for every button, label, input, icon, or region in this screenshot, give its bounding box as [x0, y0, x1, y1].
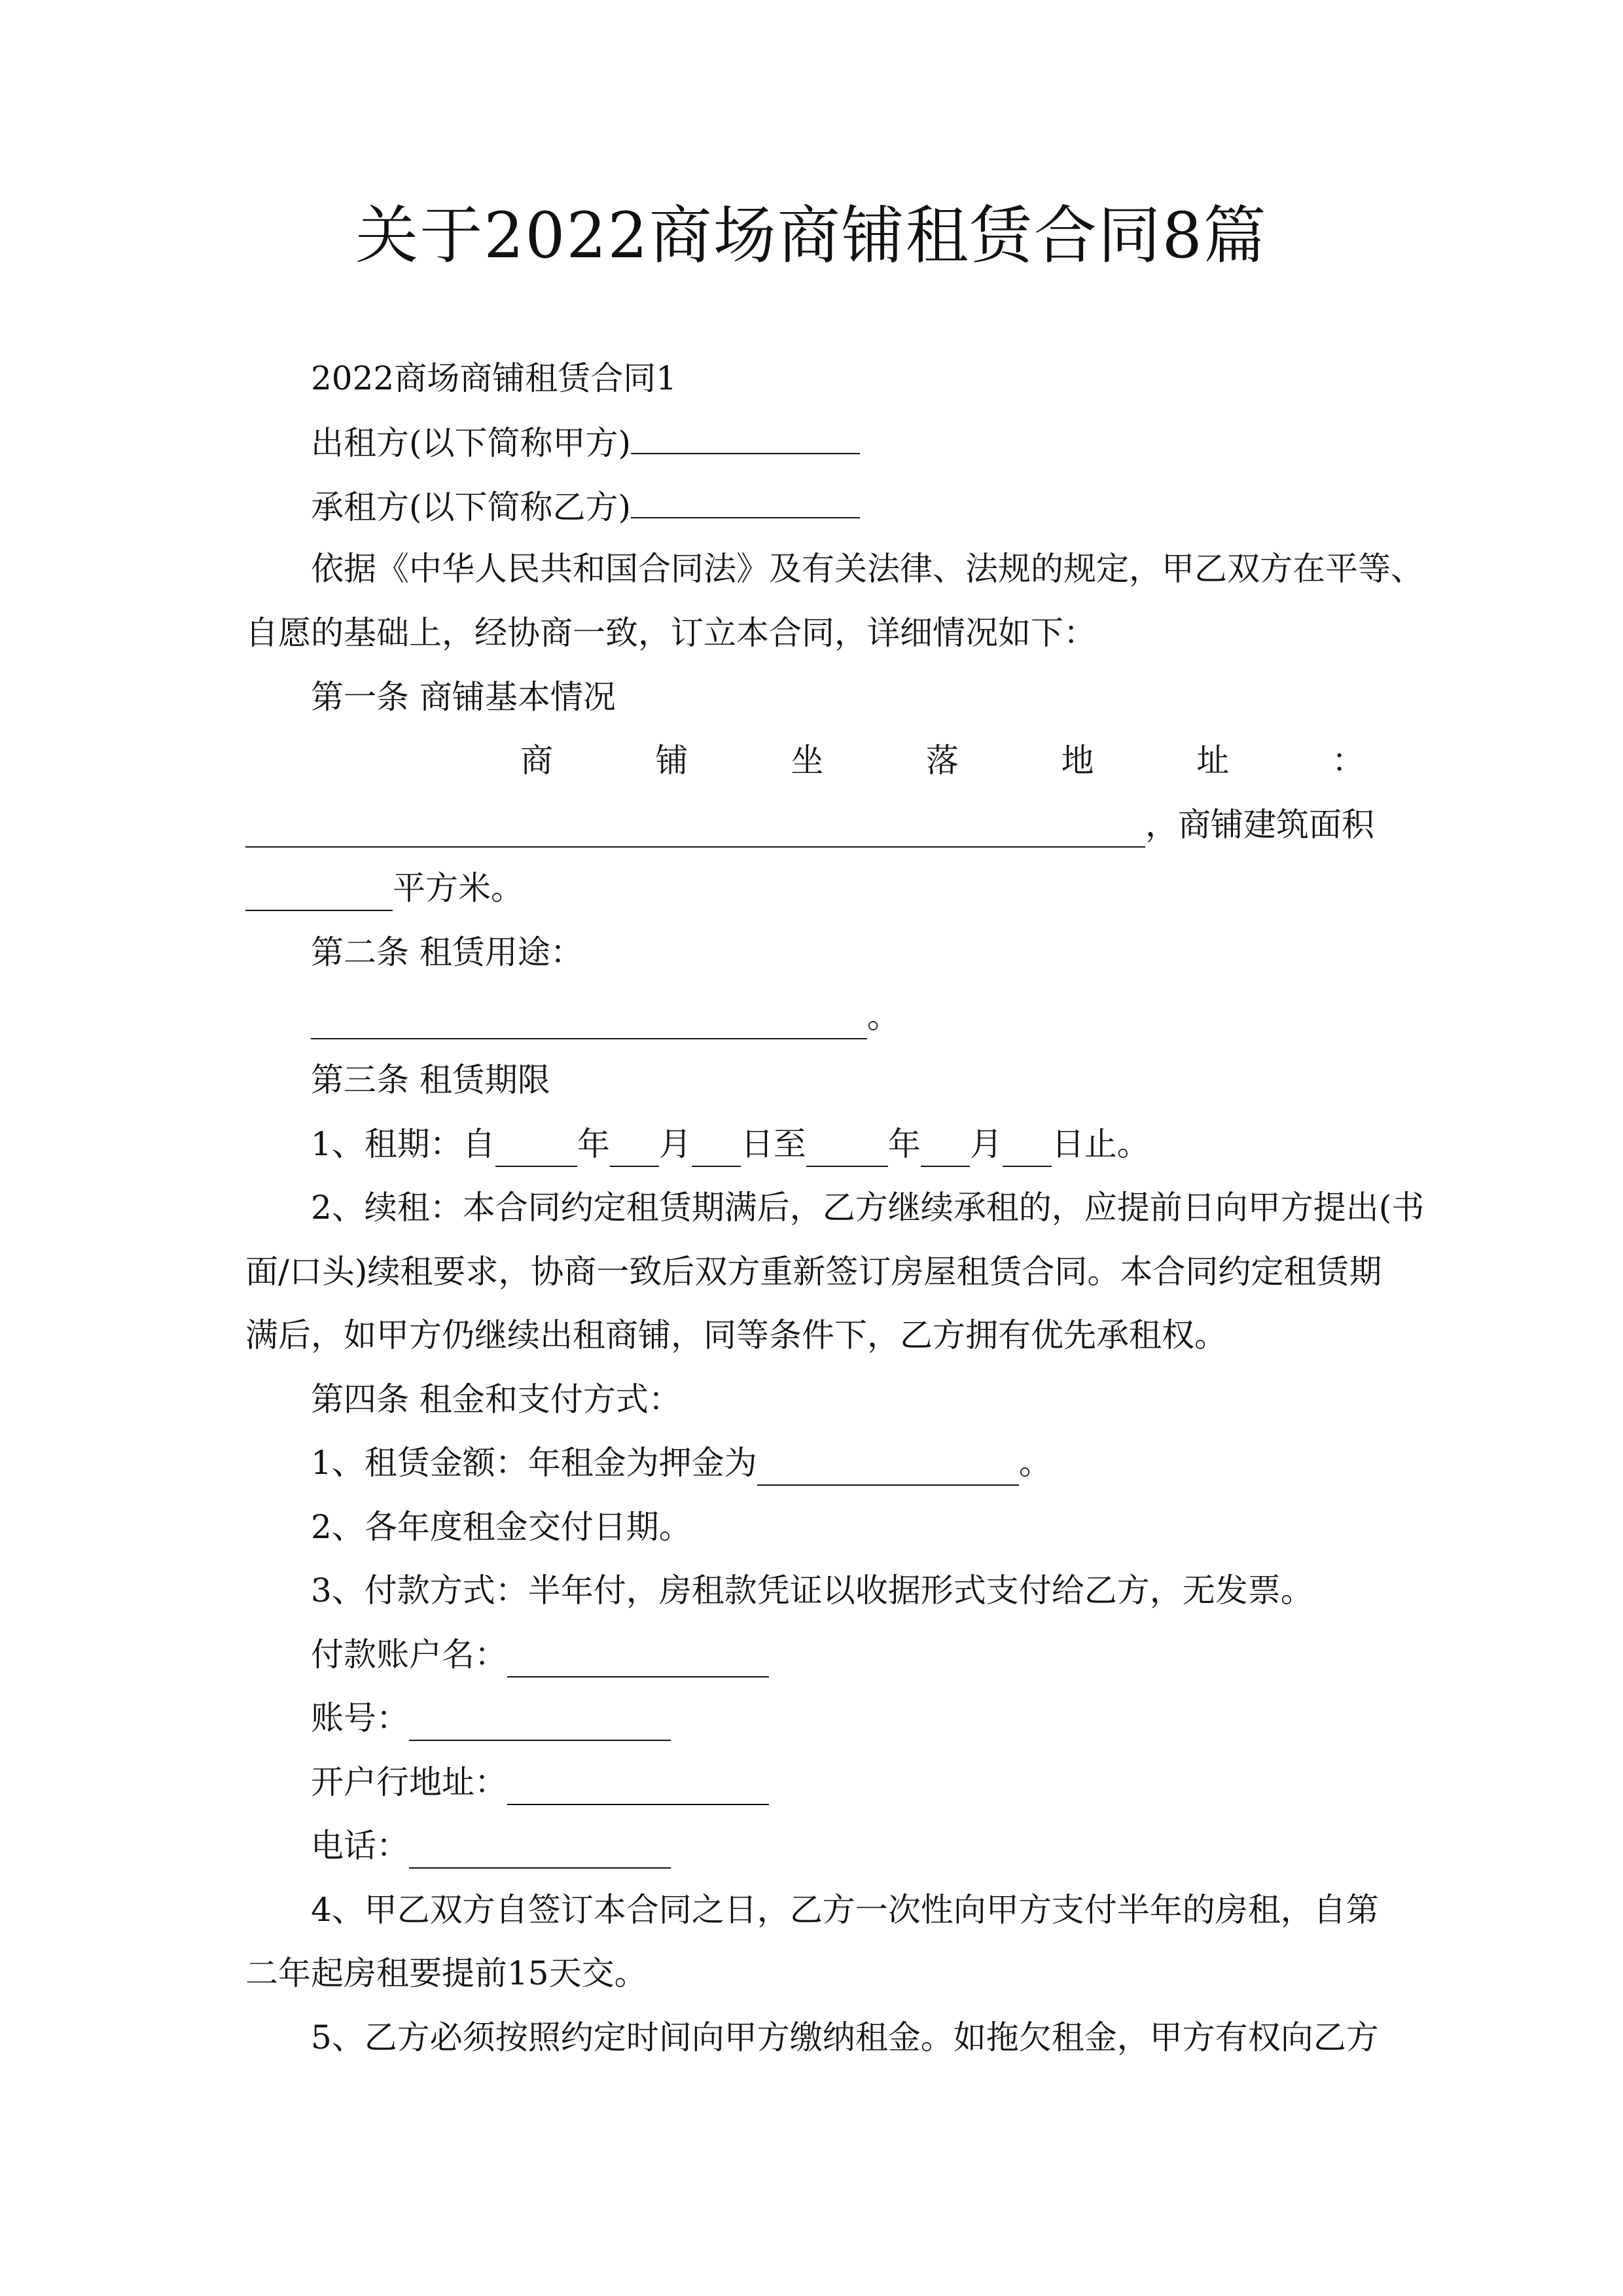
term-month-label: 月 [658, 1125, 692, 1163]
term-year-label: 年 [577, 1125, 610, 1163]
area-unit: 平方米。 [393, 869, 524, 907]
payment-method-line: 3、付款方式：半年付，房租款凭证以收据形式支付给乙方，无发票。 [311, 1571, 1313, 1609]
lessee-blank[interactable] [631, 483, 860, 518]
addr-char-7: ： [1331, 742, 1364, 780]
account-number-line [245, 1695, 1378, 1741]
area-line [245, 865, 1378, 911]
account-number-label: 账号： [311, 1699, 409, 1737]
addr-char-6: 址 [1196, 742, 1230, 780]
bank-address-blank[interactable] [507, 1770, 769, 1805]
term-label: 1、租期：自 [311, 1125, 495, 1163]
bank-address-line [245, 1759, 1378, 1805]
end-day-blank[interactable] [1003, 1132, 1052, 1167]
term-line [245, 1121, 1378, 1167]
rent-date-line: 2、各年度租金交付日期。 [311, 1508, 692, 1546]
contract-heading: 2022商场商铺租赁合同1 [311, 359, 677, 397]
area-label: ，商铺建筑面积 [1145, 806, 1374, 844]
usage-blank[interactable] [311, 1004, 867, 1039]
renewal-line-2: 面/口头)续租要求，协商一致后双方重新签订房屋租赁合同。本合同约定租赁期 [245, 1253, 1382, 1291]
intro-line-1: 依据《中华人民共和国合同法》及有关法律、法规的规定，甲乙双方在平等、 [311, 550, 1423, 588]
start-month-blank[interactable] [610, 1132, 659, 1167]
term-year-label-2: 年 [887, 1125, 921, 1163]
phone-label: 电话： [311, 1827, 409, 1865]
lessee-line [245, 483, 1378, 530]
account-name-label: 付款账户名： [311, 1636, 507, 1674]
lessor-line [245, 419, 1378, 466]
clause-5-line-1: 5、乙方必须按照约定时间向甲方缴纳租金。如拖欠租金，甲方有权向乙方 [311, 2018, 1379, 2056]
phone-blank[interactable] [409, 1833, 671, 1869]
renewal-line-1: 2、续租：本合同约定租赁期满后，乙方继续承租的，应提前日向甲方提出(书 [311, 1189, 1425, 1227]
rent-amount-period: 。 [1018, 1444, 1052, 1482]
account-name-line [245, 1632, 1378, 1677]
lessor-label: 出租方(以下简称甲方) [311, 424, 632, 462]
clause-4-line-2: 二年起房租要提前15天交。 [245, 1954, 647, 1992]
end-month-blank[interactable] [921, 1132, 970, 1167]
account-name-blank[interactable] [507, 1642, 769, 1677]
article-2-heading: 第二条 租赁用途： [311, 933, 583, 971]
addr-char-2: 铺 [655, 742, 688, 780]
addr-char-4: 落 [925, 742, 959, 780]
intro-line-2: 自愿的基础上，经协商一致，订立本合同，详细情况如下： [245, 614, 1096, 652]
start-day-blank[interactable] [692, 1132, 741, 1167]
rent-amount-label: 1、租赁金额：年租金为押金为 [311, 1444, 757, 1482]
article-3-heading: 第三条 租赁期限 [311, 1061, 550, 1099]
area-blank[interactable] [245, 876, 393, 911]
renewal-line-3: 满后，如甲方仍继续出租商铺，同等条件下，乙方拥有优先承租权。 [245, 1316, 1227, 1354]
addr-char-1: 商 [520, 742, 553, 780]
rent-amount-line [245, 1440, 1378, 1486]
usage-period: 。 [867, 997, 900, 1035]
addr-char-3: 坐 [791, 742, 824, 780]
document-title: 关于2022商场商铺租赁合同8篇 [355, 199, 1268, 272]
start-year-blank[interactable] [495, 1132, 577, 1167]
term-day-to-label: 日至 [740, 1125, 806, 1163]
article-4-heading: 第四条 租金和支付方式： [311, 1380, 681, 1418]
term-day-end-label: 日止。 [1051, 1125, 1150, 1163]
account-number-blank[interactable] [409, 1706, 671, 1741]
lessor-blank[interactable] [631, 419, 860, 454]
clause-4-line-1: 4、甲乙双方自签订本合同之日，乙方一次性向甲方支付半年的房租，自第 [311, 1891, 1379, 1929]
lessee-label: 承租方(以下简称乙方) [311, 488, 632, 526]
address-line [245, 802, 1378, 848]
deposit-blank[interactable] [757, 1450, 1019, 1486]
end-year-blank[interactable] [806, 1132, 888, 1167]
article-1-heading: 第一条 商铺基本情况 [311, 678, 616, 716]
addr-char-5: 地 [1061, 742, 1094, 780]
bank-address-label: 开户行地址： [311, 1763, 507, 1801]
address-blank[interactable] [245, 812, 1145, 848]
address-label-spread [245, 738, 1378, 783]
term-month-label-2: 月 [969, 1125, 1003, 1163]
usage-line [245, 994, 1378, 1039]
phone-line [245, 1823, 1378, 1869]
